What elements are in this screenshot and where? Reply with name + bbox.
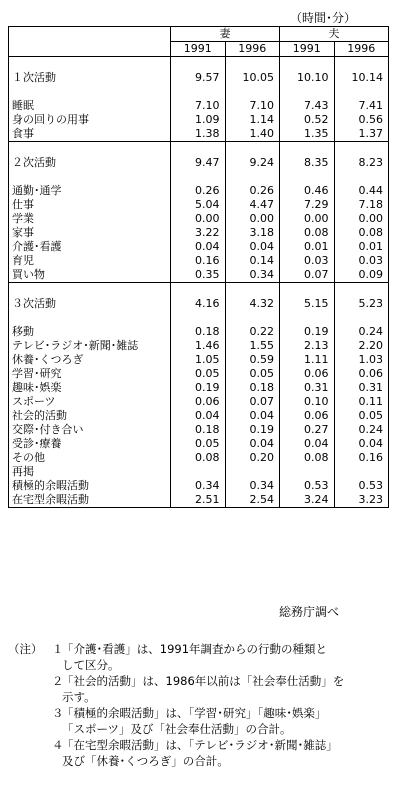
note-text: 「積極的余暇活動」は、「学習･研究」「趣味･娯楽」	[62, 706, 327, 720]
value-cell: 0.08	[280, 451, 335, 465]
value-cell: 1.46	[171, 339, 226, 353]
value-cell: 0.56	[334, 113, 389, 127]
table-row	[9, 381, 389, 395]
value-cell: 0.35	[171, 268, 226, 283]
value-cell	[225, 465, 280, 479]
row-label: 食事	[12, 127, 34, 140]
value-cell: 0.34	[225, 268, 280, 283]
table-row	[9, 212, 389, 226]
value-cell: 7.43	[280, 99, 335, 113]
value-cell	[171, 465, 226, 479]
table-row	[9, 395, 389, 409]
row-label: １次活動	[12, 71, 56, 84]
note-text: 「スポーツ」及び「社会奉仕活動」の合計。	[62, 722, 292, 736]
value-cell: 0.16	[334, 451, 389, 465]
value-cell: 0.31	[280, 381, 335, 395]
value-cell: 3.18	[225, 226, 280, 240]
value-cell: 0.10	[280, 395, 335, 409]
row-label: 受診･療養	[12, 437, 62, 450]
note-line	[8, 753, 393, 769]
row-label: 交際･付き合い	[12, 423, 84, 436]
table-row	[9, 184, 389, 198]
value-cell: 0.00	[171, 212, 226, 226]
table-row	[9, 240, 389, 254]
value-cell: 10.05	[225, 69, 280, 87]
value-cell: 0.19	[280, 325, 335, 339]
notes-block	[8, 641, 393, 769]
row-label: 介護･看護	[12, 240, 62, 253]
row-label: 在宅型余暇活動	[12, 493, 89, 506]
value-cell: 4.32	[225, 295, 280, 313]
value-cell: 0.00	[334, 212, 389, 226]
value-cell: 0.53	[280, 479, 335, 493]
value-cell: 1.09	[171, 113, 226, 127]
value-cell: 0.04	[171, 240, 226, 254]
header-year: 1996	[334, 42, 389, 57]
table-row	[9, 493, 389, 508]
row-label: 休養･くつろぎ	[12, 353, 84, 366]
spacer-row	[9, 142, 389, 155]
value-cell: 0.06	[280, 409, 335, 423]
notes-label: （注）	[8, 642, 43, 656]
value-cell: 0.05	[171, 437, 226, 451]
value-cell: 1.05	[171, 353, 226, 367]
value-cell: 0.19	[171, 381, 226, 395]
value-cell: 7.18	[334, 198, 389, 212]
note-text: 及び「休養･くつろぎ」の合計。	[62, 754, 229, 768]
value-cell: 0.14	[225, 254, 280, 268]
table-row	[9, 367, 389, 381]
value-cell: 0.26	[171, 184, 226, 198]
value-cell: 0.34	[225, 479, 280, 493]
value-cell: 0.46	[280, 184, 335, 198]
value-cell: 1.14	[225, 113, 280, 127]
unit-label: （時間･分）	[290, 11, 357, 25]
section-row	[9, 154, 389, 172]
value-cell: 1.37	[334, 127, 389, 142]
value-cell: 0.06	[171, 395, 226, 409]
value-cell: 3.23	[334, 493, 389, 508]
row-label: 買い物	[12, 268, 45, 281]
value-cell: 0.52	[280, 113, 335, 127]
value-cell: 9.57	[171, 69, 226, 87]
value-cell: 0.07	[225, 395, 280, 409]
value-cell: 0.05	[171, 367, 226, 381]
value-cell: 3.24	[280, 493, 335, 508]
value-cell: 1.55	[225, 339, 280, 353]
note-number: ２	[52, 674, 64, 688]
value-cell: 0.08	[334, 226, 389, 240]
header-year: 1991	[280, 42, 335, 57]
value-cell: 9.47	[171, 154, 226, 172]
source-note: 総務庁調べ	[279, 605, 340, 619]
table-row	[9, 198, 389, 212]
note-number: １	[52, 642, 64, 656]
value-cell: 3.22	[171, 226, 226, 240]
table-row	[9, 437, 389, 451]
spacer-row	[9, 87, 389, 99]
row-label: スポーツ	[12, 395, 56, 408]
header-row-years	[9, 42, 389, 57]
note-line	[8, 689, 393, 705]
row-label: 身の回りの用事	[12, 113, 89, 126]
header-wife: 妻	[171, 27, 280, 42]
note-number: ３	[52, 706, 64, 720]
row-label: 社会的活動	[12, 409, 67, 422]
table-row	[9, 465, 389, 479]
value-cell: 7.29	[280, 198, 335, 212]
value-cell: 0.24	[334, 423, 389, 437]
row-label: 学業	[12, 212, 34, 225]
value-cell: 0.20	[225, 451, 280, 465]
value-cell: 2.51	[171, 493, 226, 508]
value-cell: 0.06	[280, 367, 335, 381]
value-cell: 0.05	[334, 409, 389, 423]
value-cell: 0.08	[280, 226, 335, 240]
value-cell: 2.20	[334, 339, 389, 353]
table-row	[9, 353, 389, 367]
row-label: 積極的余暇活動	[12, 479, 89, 492]
note-text: 「介護･看護」は、1991年調査からの行動の種類と	[62, 642, 328, 656]
value-cell: 0.00	[280, 212, 335, 226]
header-year: 1991	[171, 42, 226, 57]
value-cell: 1.03	[334, 353, 389, 367]
row-label: 学習･研究	[12, 367, 62, 380]
row-label: 家事	[12, 226, 34, 239]
row-label: 通勤･通学	[12, 184, 62, 197]
row-label: 仕事	[12, 198, 34, 211]
value-cell: 1.38	[171, 127, 226, 142]
value-cell: 0.11	[334, 395, 389, 409]
note-line	[8, 721, 393, 737]
value-cell: 0.04	[225, 437, 280, 451]
value-cell	[334, 465, 389, 479]
value-cell: 8.35	[280, 154, 335, 172]
value-cell: 0.34	[171, 479, 226, 493]
value-cell: 0.16	[171, 254, 226, 268]
header-corner-2	[9, 42, 171, 57]
spacer-row	[9, 57, 389, 70]
value-cell: 5.04	[171, 198, 226, 212]
value-cell: 8.23	[334, 154, 389, 172]
value-cell: 0.18	[171, 325, 226, 339]
table-row	[9, 423, 389, 437]
value-cell: 1.40	[225, 127, 280, 142]
note-text: 「社会的活動」は、1986年以前は「社会奉仕活動」を	[62, 674, 345, 688]
row-label: 趣味･娯楽	[12, 381, 62, 394]
table-row	[9, 479, 389, 493]
value-cell: 7.41	[334, 99, 389, 113]
value-cell: 0.03	[280, 254, 335, 268]
table-row	[9, 339, 389, 353]
header-husband: 夫	[280, 27, 389, 42]
value-cell: 1.11	[280, 353, 335, 367]
table-row	[9, 99, 389, 113]
row-label: テレビ･ラジオ･新聞･雑誌	[12, 339, 139, 352]
value-cell: 5.15	[280, 295, 335, 313]
table-row	[9, 451, 389, 465]
value-cell: 7.10	[171, 99, 226, 113]
note-line	[8, 705, 393, 721]
value-cell: 0.22	[225, 325, 280, 339]
table-row	[9, 254, 389, 268]
value-cell: 0.04	[225, 409, 280, 423]
value-cell: 9.24	[225, 154, 280, 172]
value-cell: 0.04	[280, 437, 335, 451]
value-cell: 0.44	[334, 184, 389, 198]
value-cell: 2.54	[225, 493, 280, 508]
header-year: 1996	[225, 42, 280, 57]
row-label: ２次活動	[12, 156, 56, 169]
value-cell: 0.53	[334, 479, 389, 493]
table-row	[9, 226, 389, 240]
value-cell: 10.10	[280, 69, 335, 87]
value-cell: 10.14	[334, 69, 389, 87]
value-cell: 0.18	[171, 423, 226, 437]
value-cell: 0.00	[225, 212, 280, 226]
value-cell: 0.26	[225, 184, 280, 198]
note-number: ４	[52, 738, 64, 752]
header-row-groups	[9, 27, 389, 42]
value-cell: 2.13	[280, 339, 335, 353]
value-cell: 0.03	[334, 254, 389, 268]
value-cell: 0.59	[225, 353, 280, 367]
row-label: その他	[12, 451, 45, 464]
value-cell: 0.01	[280, 240, 335, 254]
row-label: 移動	[12, 325, 34, 338]
table-row	[9, 268, 389, 283]
spacer-row	[9, 313, 389, 325]
note-line	[8, 657, 393, 673]
row-label: 睡眠	[12, 99, 34, 112]
row-label: ３次活動	[12, 297, 56, 310]
value-cell: 0.18	[225, 381, 280, 395]
table-row	[9, 113, 389, 127]
value-cell: 4.16	[171, 295, 226, 313]
note-text: 示す。	[62, 690, 96, 704]
value-cell: 1.35	[280, 127, 335, 142]
value-cell: 4.47	[225, 198, 280, 212]
value-cell: 5.23	[334, 295, 389, 313]
value-cell: 0.08	[171, 451, 226, 465]
section-row	[9, 69, 389, 87]
table-row	[9, 127, 389, 142]
table-row	[9, 325, 389, 339]
note-text: して区分。	[62, 658, 120, 672]
spacer-row	[9, 172, 389, 184]
header-corner	[9, 27, 171, 42]
note-line	[8, 641, 393, 657]
section-row	[9, 295, 389, 313]
table-row	[9, 409, 389, 423]
note-text: 「在宅型余暇活動」は、「テレビ･ラジオ･新聞･雑誌」	[62, 738, 338, 752]
row-label: 再掲	[12, 465, 34, 478]
value-cell: 0.04	[171, 409, 226, 423]
value-cell: 0.19	[225, 423, 280, 437]
value-cell: 0.04	[334, 437, 389, 451]
value-cell: 0.09	[334, 268, 389, 283]
value-cell: 7.10	[225, 99, 280, 113]
value-cell: 0.06	[334, 367, 389, 381]
value-cell: 0.27	[280, 423, 335, 437]
value-cell: 0.07	[280, 268, 335, 283]
value-cell: 0.05	[225, 367, 280, 381]
value-cell: 0.24	[334, 325, 389, 339]
spacer-row	[9, 283, 389, 296]
note-line	[8, 737, 393, 753]
row-label: 育児	[12, 254, 34, 267]
value-cell: 0.01	[334, 240, 389, 254]
time-use-table	[8, 26, 389, 508]
value-cell: 0.31	[334, 381, 389, 395]
note-line	[8, 673, 393, 689]
value-cell	[280, 465, 335, 479]
value-cell: 0.04	[225, 240, 280, 254]
